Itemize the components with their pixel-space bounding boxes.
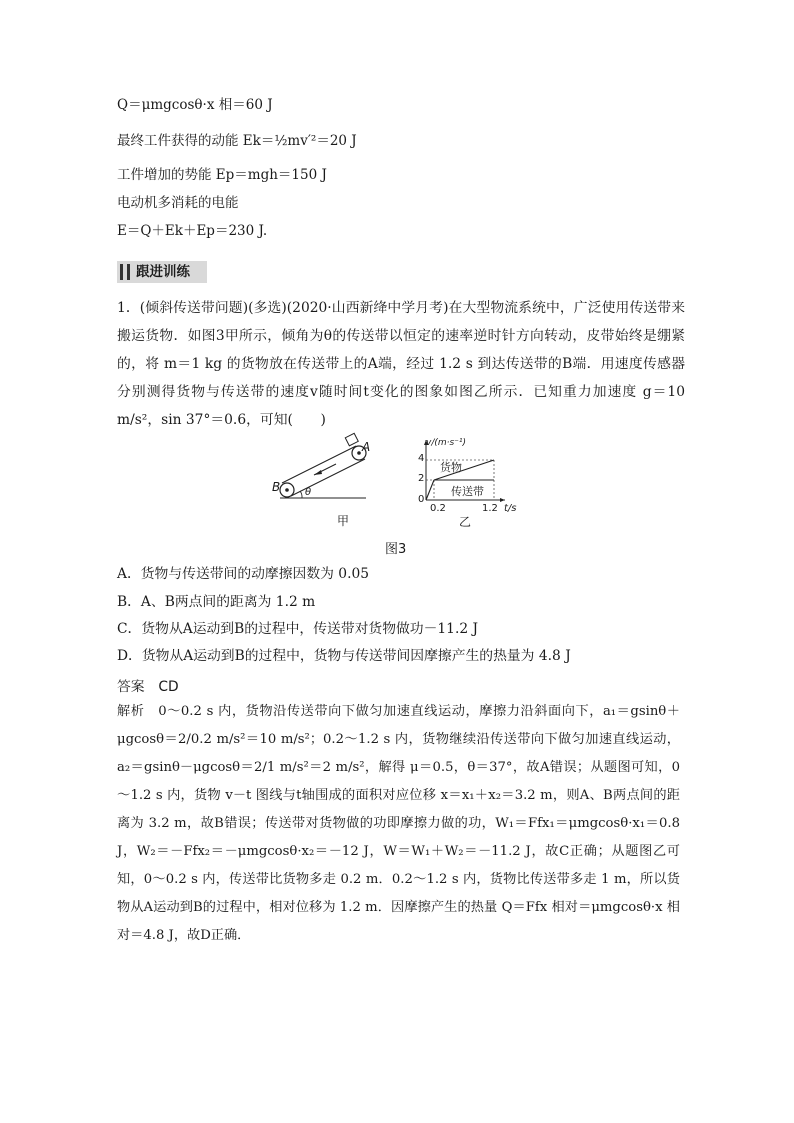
option-c: C．货物从A运动到B的过程中，传送带对货物做功－11.2 J [117, 621, 479, 637]
option-a: A．货物与传送带间的动摩擦因数为 0.05 [117, 566, 370, 582]
figure-yi-y-tick-2: 2 [418, 473, 425, 484]
explanation-paragraph: 解析 0～0.2 s 内，货物沿传送带向下做匀加速直线运动，摩擦力沿斜面向下，a₁＝gsinθ＋μgcosθ＝2/0.2 m/s²＝10 m/s²；0.2～1.2 s 内，货物继续沿传送带向下做匀加速直线运动，a₂＝gsinθ－μgcosθ＝2/1 m/s²＝2 m/s²，解得 μ＝0.5，θ＝37°，故A错误；从题图可知，0～1.2 s 内，货物 v－t 图线与t轴围成的面积对应位移 x＝x₁＋x₂＝3.2 m，则A、B两点间的距离为 3.2 m，故B错误；传送带对货物做的功即摩擦力做的功，W₁＝Ffx₁＝μmgcosθ·x₁＝0.8 J，W₂＝－Ffx₂＝－μmgcosθ·x₂＝－12 J，W＝W₁＋W₂＝－11.2 J，故C正确；从题图乙可知，0～0.2 s 内，传送带比货物多走 0.2 m．0.2～1.2 s 内，货物比传送带多走 1 m，所以货物从A运动到B的过程中，相对位移为 1.2 m．因摩擦产生的热量 Q＝Ffx 相对＝μmgcosθ·x 相对＝4.8 J，故D正确． [117, 704, 680, 943]
figure-yi-y-tick-0: 0 [418, 494, 425, 505]
option-b: B．A、B两点间的距离为 1.2 m [117, 594, 316, 610]
figure-yi-x-tick-0-2: 0.2 [430, 503, 446, 514]
question-stem: 1．(倾斜传送带问题)(多选)(2020·山西新绛中学月考)在大型物流系统中，广泛使用传送带来搬运货物．如图3甲所示，倾角为θ的传送带以恒定的速率逆时针方向转动，皮带始终是绷紧的，将 m＝1 kg 的货物放在传送带上的A端，经过 1.2 s 到达传送带的B端．用速度传感器分别测得货物与传送带的速度v随时间t变化的图象如图乙所示．已知重力加速度 g＝10 m/s²，sin 37°＝0.6，可知( ) [117, 300, 685, 428]
figure-yi-x-axis-label: t/s [504, 503, 517, 514]
answer-line: 答案 CD [117, 679, 179, 695]
figure-caption: 图3 [385, 542, 407, 557]
figure-jia-angle: θ [305, 487, 312, 498]
figure-jia-point-b: B [272, 480, 281, 494]
solution-line-heat: Q＝μmgcosθ·x 相＝60 J [117, 97, 273, 113]
figure-yi-y-tick-4: 4 [418, 453, 425, 464]
solution-line-kinetic-energy: 最终工件获得的动能 Ek＝½mv′²＝20 J [117, 133, 357, 149]
figure-yi-series-belt: 传送带 [451, 485, 484, 498]
figure-jia-point-a: A [362, 440, 371, 454]
solution-line-total: E＝Q＋Ek＋Ep＝230 J. [117, 223, 268, 239]
solution-line-electric-energy: 电动机多消耗的电能 [117, 195, 239, 211]
section-heading: 跟进训练 [117, 261, 207, 283]
figure-yi-series-goods: 货物 [440, 461, 462, 474]
figure-yi-x-tick-1-2: 1.2 [482, 503, 498, 514]
option-d: D．货物从A运动到B的过程中，货物与传送带间因摩擦产生的热量为 4.8 J [117, 648, 571, 664]
section-marker-icon [120, 264, 130, 280]
solution-line-potential-energy: 工件增加的势能 Ep＝mgh＝150 J [117, 167, 327, 183]
figure-yi-y-axis-label: v/(m·s⁻¹) [426, 438, 467, 448]
figure-yi-label: 乙 [459, 515, 472, 529]
figure-jia-label: 甲 [337, 514, 350, 528]
